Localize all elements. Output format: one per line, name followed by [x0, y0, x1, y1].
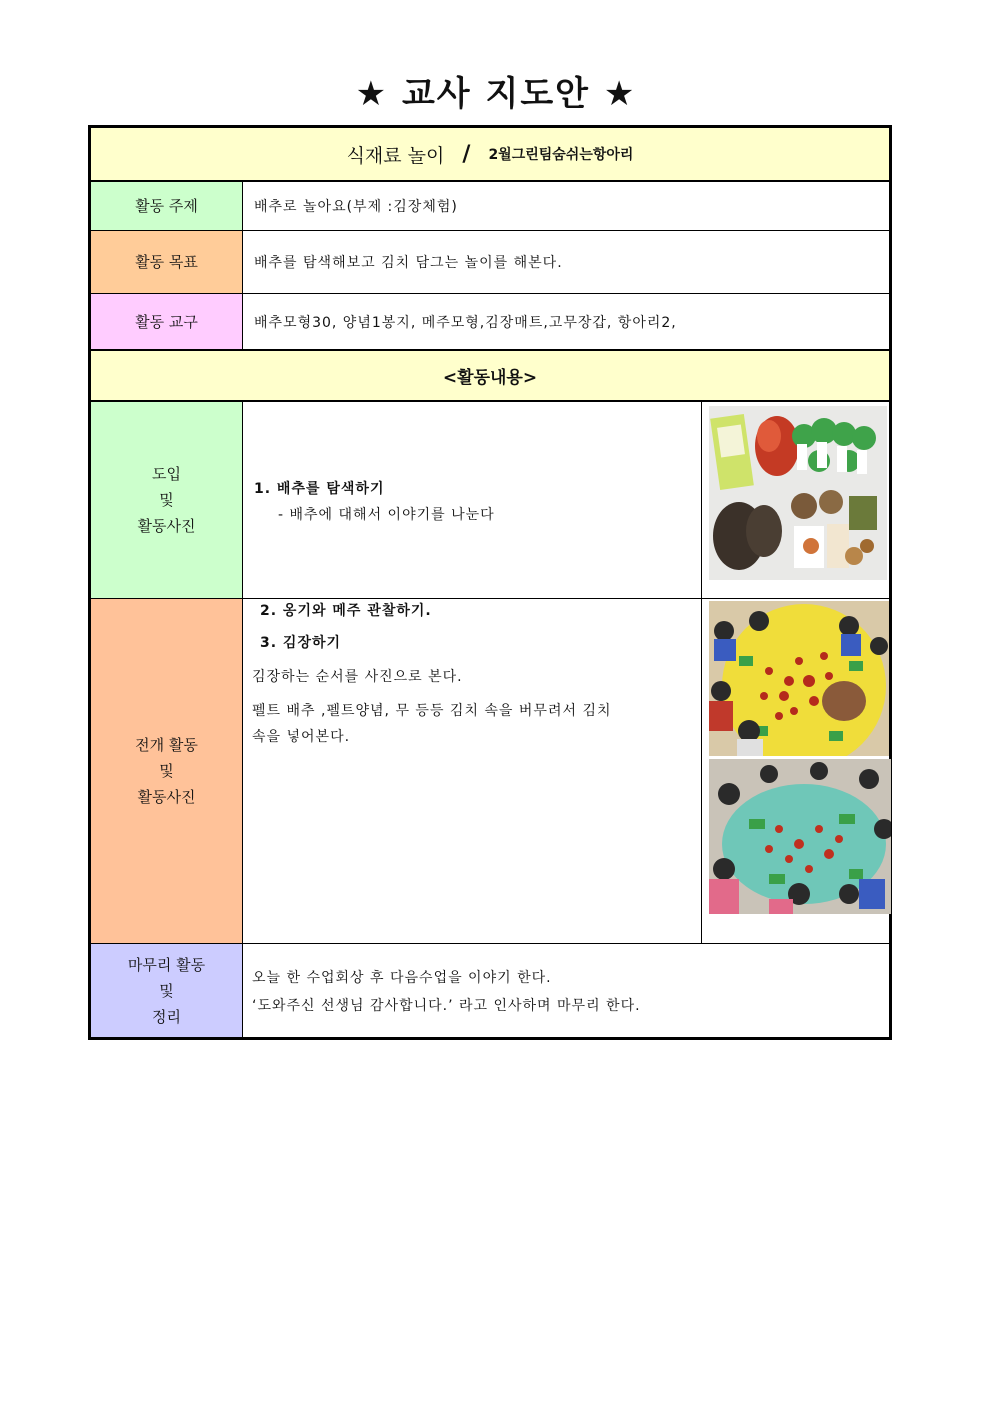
page-title: ★ 교사 지도안 ★: [355, 74, 637, 114]
closing-line2: ‘도와주신 선생님 감사합니다.’ 라고 인사하며 마무리 한다.: [252, 998, 641, 1014]
development-line1: 김장하는 순서를 사진으로 본다.: [252, 669, 463, 685]
content-header: <활동내용>: [442, 368, 538, 388]
banner-separator: /: [462, 141, 471, 167]
row-tools: [91, 294, 889, 349]
intro-label: [91, 402, 243, 598]
row-development: [91, 599, 889, 943]
goal-value: 배추를 탐색해보고 김치 담그는 놀이를 해본다.: [254, 255, 563, 271]
materials-photo: [709, 406, 887, 580]
kimchi-activity-photo-1: [709, 601, 889, 756]
theme-label: 활동 주제: [91, 182, 243, 230]
activity-banner: [91, 128, 889, 180]
kimchi-activity-photo-2: [709, 759, 891, 914]
intro-content: [254, 476, 495, 528]
row-intro: [91, 402, 889, 598]
development-label-line1: 전개 활동: [135, 736, 198, 754]
row-goal: [91, 231, 889, 293]
intro-label-line2: 및: [159, 491, 174, 509]
development-photo-cell: [701, 599, 889, 943]
intro-step: 1. 배추를 탐색하기: [254, 481, 385, 497]
closing-line1: 오늘 한 수업회상 후 다음수업을 이야기 한다.: [252, 970, 552, 986]
intro-photo-cell: [701, 402, 889, 598]
row-closing: [91, 944, 889, 1037]
closing-label-line2: 및: [159, 981, 174, 1000]
banner-sub: 2월그린팀숨쉬는항아리: [488, 147, 634, 163]
intro-label-line3: 활동사진: [137, 517, 196, 535]
development-line2a: 펠트 배추 ,펠트양념, 무 등등 김치 속을 버무려서 김치: [252, 703, 612, 719]
development-step2: 2. 옹기와 메주 관찰하기.: [260, 603, 432, 619]
theme-value: 배추로 놀아요(부제 :김장체험): [254, 199, 458, 215]
development-step3: 3. 김장하기: [260, 635, 342, 651]
banner-main: 식재료 놀이: [346, 144, 445, 167]
intro-label-line1: 도입: [152, 465, 181, 483]
development-label-line2: 및: [159, 762, 174, 780]
closing-label-line1: 마무리 활동: [127, 955, 206, 974]
development-label-line3: 활동사진: [137, 788, 196, 806]
closing-label: [91, 944, 243, 1037]
tools-label: 활동 교구: [91, 294, 243, 349]
tools-value: 배추모형30, 양념1봉지, 메주모형,김장매트,고무장갑, 항아리2,: [254, 314, 677, 331]
closing-label-line3: 정리: [152, 1007, 181, 1026]
development-label: [91, 599, 243, 943]
content-header-row: [91, 351, 889, 400]
goal-label: 활동 목표: [91, 231, 243, 293]
development-line2b: 속을 넣어본다.: [252, 729, 351, 745]
lesson-plan-table: [88, 125, 892, 1040]
closing-content: [252, 964, 641, 1020]
row-theme: [91, 182, 889, 230]
intro-detail: - 배추에 대해서 이야기를 나눈다: [278, 507, 495, 523]
development-content: [252, 596, 692, 750]
